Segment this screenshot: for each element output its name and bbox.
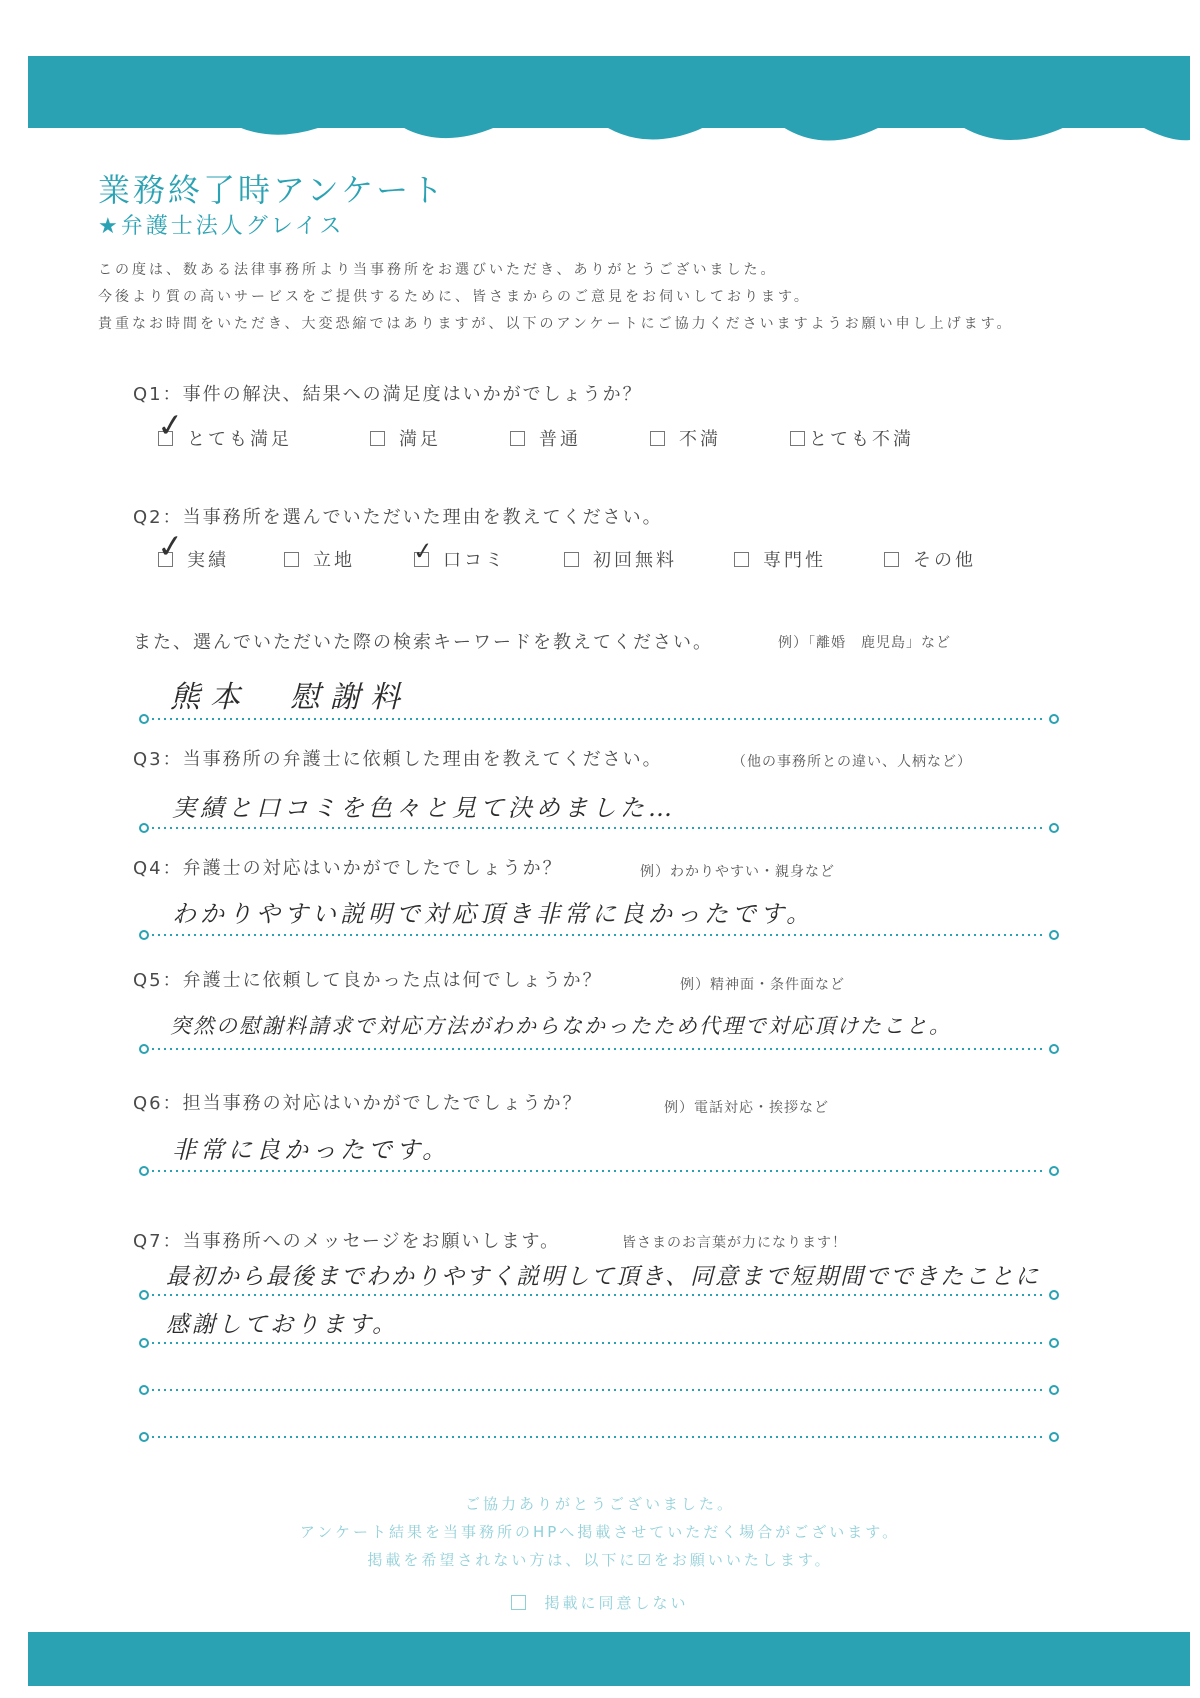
answer-line xyxy=(138,822,1060,834)
q1-option-dissatisfied[interactable]: 不満 xyxy=(650,425,721,451)
optout-checkbox[interactable] xyxy=(511,1595,526,1610)
q6-answer[interactable]: 非常に良かったです。 xyxy=(172,1136,451,1164)
footer-notice-1: アンケート結果を当事務所のHPへ掲載させていただく場合がございます。 xyxy=(299,1523,901,1541)
q1-option-satisfied[interactable]: 満足 xyxy=(370,425,441,451)
footer-band xyxy=(28,1632,1190,1686)
q6-question: Q6：担当事務の対応はいかがでしたでしょうか？ xyxy=(133,1093,583,1114)
q1-question: Q1：事件の解決、結果への満足度はいかがでしょうか？ xyxy=(133,384,643,405)
q2-options xyxy=(155,525,1038,576)
checkbox[interactable] xyxy=(510,431,525,446)
checkbox[interactable] xyxy=(411,535,438,567)
q2-option-free-first[interactable]: 初回無料 xyxy=(564,546,677,572)
q2-option-other[interactable]: その他 xyxy=(884,546,976,572)
q1-option-very-dissatisfied[interactable]: とても不満 xyxy=(790,425,914,451)
q3-example: （他の事務所との違い、人柄など） xyxy=(732,754,972,770)
intro-line-2: 今後より質の高いサービスをご提供するために、皆さまからのご意見をお伺いしております。 xyxy=(98,289,811,305)
checkbox[interactable] xyxy=(790,431,805,446)
checkbox[interactable] xyxy=(155,525,189,567)
checkbox[interactable] xyxy=(650,431,665,446)
q4-question: Q4：弁護士の対応はいかがでしたでしょうか？ xyxy=(133,858,563,879)
optout-label: 掲載に同意しない xyxy=(544,1594,689,1612)
q1-option-very-satisfied[interactable]: ✓ とても満足 xyxy=(155,404,292,450)
q5-example: 例）精神面・条件面など xyxy=(680,977,845,993)
header-scallop xyxy=(28,100,1190,160)
q6-example: 例）電話対応・挨拶など xyxy=(664,1100,829,1116)
q2-option-track-record[interactable]: ✓ 実績 xyxy=(155,525,229,571)
answer-line xyxy=(138,1165,1060,1177)
optout-option[interactable] xyxy=(0,1592,1200,1613)
intro-line-1: この度は、数ある法律事務所より当事務所をお選びいただき、ありがとうございました。 xyxy=(98,262,778,278)
q7-answer-line-1[interactable]: 最初から最後までわかりやすく説明して頂き、同意まで短期間でできたことに xyxy=(166,1264,1041,1290)
q2-option-reviews[interactable]: ✓ 口コミ xyxy=(411,535,506,571)
answer-line xyxy=(138,1043,1060,1055)
page-title: 業務終了時アンケート xyxy=(98,171,447,209)
check-mark-icon: ✓ xyxy=(155,404,189,445)
checkbox[interactable] xyxy=(370,431,385,446)
q1-options xyxy=(155,404,1038,455)
q1-option-normal[interactable]: 普通 xyxy=(510,425,581,451)
keyword-question: また、選んでいただいた際の検索キーワードを教えてください。 xyxy=(133,632,713,653)
footer-notice-2: 掲載を希望されない方は、以下に☑をお願いいたします。 xyxy=(367,1551,833,1569)
answer-line xyxy=(138,1384,1060,1396)
q7-example: 皆さまのお言葉が力になります！ xyxy=(622,1235,847,1251)
page-subtitle: ★弁護士法人グレイス xyxy=(98,214,345,239)
answer-line xyxy=(138,1289,1060,1301)
keyword-answer[interactable]: 熊本 慰謝料 xyxy=(170,680,410,715)
check-mark-icon: ✓ xyxy=(411,535,438,566)
q2-option-expertise[interactable]: 専門性 xyxy=(734,546,826,572)
q4-answer[interactable]: わかりやすい説明で対応頂き非常に良かったです。 xyxy=(172,900,815,928)
checkbox[interactable] xyxy=(564,552,579,567)
q3-answer[interactable]: 実績と口コミを色々と見て決めました… xyxy=(172,794,676,822)
answer-line xyxy=(138,713,1060,725)
q5-question: Q5：弁護士に依頼して良かった点は何でしょうか？ xyxy=(133,970,603,991)
q7-question: Q7：当事務所へのメッセージをお願いします。 xyxy=(133,1231,561,1252)
q2-question: Q2：当事務所を選んでいただいた理由を教えてください。 xyxy=(133,507,663,528)
q7-answer-line-2[interactable]: 感謝しております。 xyxy=(166,1312,399,1338)
keyword-example: 例）「離婚 鹿児島」など xyxy=(778,635,951,651)
answer-line xyxy=(138,929,1060,941)
q4-example: 例）わかりやすい・親身など xyxy=(640,864,835,880)
answer-line xyxy=(138,1337,1060,1349)
q2-option-location[interactable]: 立地 xyxy=(284,546,355,572)
checkbox[interactable] xyxy=(284,552,299,567)
q5-answer[interactable]: 突然の慰謝料請求で対応方法がわからなかったため代理で対応頂けたこと。 xyxy=(170,1014,952,1038)
checkbox[interactable] xyxy=(734,552,749,567)
checkbox[interactable] xyxy=(155,404,189,446)
answer-line xyxy=(138,1431,1060,1443)
intro-line-3: 貴重なお時間をいただき、大変恐縮ではありますが、以下のアンケートにご協力くださいますようお願い申し上げます。 xyxy=(98,316,1014,332)
q3-question: Q3：当事務所の弁護士に依頼した理由を教えてください。 xyxy=(133,749,663,770)
footer-thanks: ご協力ありがとうございました。 xyxy=(464,1495,735,1513)
check-mark-icon: ✓ xyxy=(155,525,189,566)
checkbox[interactable] xyxy=(884,552,899,567)
